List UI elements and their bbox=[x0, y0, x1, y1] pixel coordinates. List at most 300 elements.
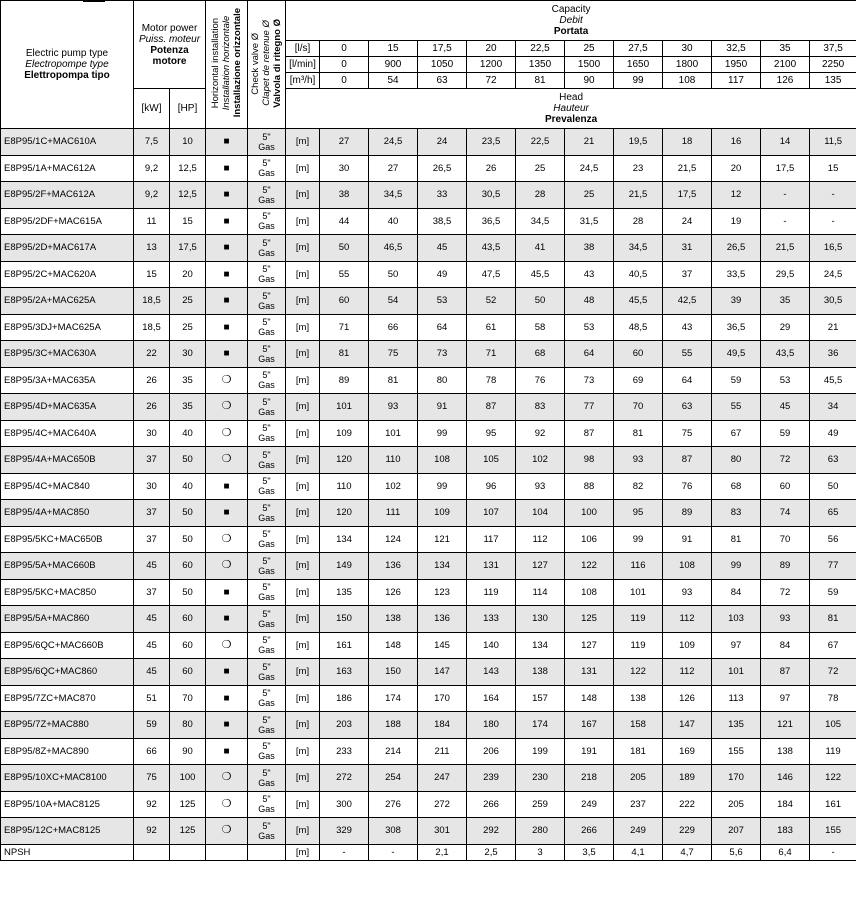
motor-hp-cell: 17,5 bbox=[170, 235, 206, 262]
head-value-cell: 123 bbox=[418, 579, 467, 606]
head-value-cell: 276 bbox=[369, 791, 418, 818]
head-value-cell: 127 bbox=[516, 553, 565, 580]
head-value-cell: 170 bbox=[712, 765, 761, 792]
head-value-cell: 72 bbox=[761, 447, 810, 474]
motor-power-line: Puiss. moteur bbox=[138, 33, 201, 45]
head-unit-cell: [m] bbox=[286, 420, 320, 447]
head-value-cell: 108 bbox=[663, 553, 712, 580]
flow-unit-m3h: [m³/h] bbox=[286, 73, 320, 89]
flow-lmin-value: 2250 bbox=[810, 57, 856, 73]
npsh-value-cell: 4,1 bbox=[614, 844, 663, 860]
npsh-value-cell: 2,1 bbox=[418, 844, 467, 860]
npsh-value-cell: 4,7 bbox=[663, 844, 712, 860]
check-valve-size: 5" bbox=[262, 184, 271, 195]
filled-square-icon: ■ bbox=[223, 268, 230, 280]
head-value-cell: 272 bbox=[320, 765, 369, 792]
check-valve-thread: Gas bbox=[258, 406, 275, 417]
head-value-cell: 61 bbox=[467, 314, 516, 341]
filled-square-icon: ■ bbox=[223, 295, 230, 307]
table-row bbox=[1, 526, 856, 553]
open-circle-icon: ❍ bbox=[221, 453, 232, 466]
head-value-cell: 150 bbox=[320, 606, 369, 633]
head-value-cell: 33 bbox=[418, 182, 467, 209]
head-value-cell: 54 bbox=[369, 288, 418, 315]
npsh-value-cell: 5,6 bbox=[712, 844, 761, 860]
head-value-cell: 136 bbox=[369, 553, 418, 580]
head-value-cell: 91 bbox=[663, 526, 712, 553]
motor-hp-cell: 35 bbox=[170, 394, 206, 421]
head-value-cell: 48,5 bbox=[614, 314, 663, 341]
head-unit-cell: [m] bbox=[286, 791, 320, 818]
motor-kw-cell: 45 bbox=[134, 632, 170, 659]
motor-kw-cell: 45 bbox=[134, 553, 170, 580]
check-valve-size: 5" bbox=[262, 741, 271, 752]
head-value-cell: 52 bbox=[467, 288, 516, 315]
head-value-cell: 55 bbox=[663, 341, 712, 368]
head-value-cell: 189 bbox=[663, 765, 712, 792]
head-value-cell: 67 bbox=[712, 420, 761, 447]
head-value-cell: 76 bbox=[516, 367, 565, 394]
pump-type-cell: E8P95/2DF+MAC615A bbox=[1, 208, 134, 235]
head-value-cell: 45 bbox=[418, 235, 467, 262]
head-unit-cell: [m] bbox=[286, 155, 320, 182]
pump-type-cell: E8P95/4C+MAC840 bbox=[1, 473, 134, 500]
header-head bbox=[286, 89, 856, 129]
head-value-cell: 39 bbox=[712, 288, 761, 315]
check-valve-thread: Gas bbox=[258, 830, 275, 841]
head-value-cell: 93 bbox=[516, 473, 565, 500]
flow-ls-value: 35 bbox=[761, 41, 810, 57]
head-value-cell: 112 bbox=[516, 526, 565, 553]
flow-unit-ls: [l/s] bbox=[286, 41, 320, 57]
table-row bbox=[1, 791, 856, 818]
pump-type-cell: E8P95/12C+MAC8125 bbox=[1, 818, 134, 845]
motor-kw-cell: 26 bbox=[134, 367, 170, 394]
flow-ls-value: 0 bbox=[320, 41, 369, 57]
capacity-line: Debit bbox=[559, 15, 583, 26]
check-valve-thread: Gas bbox=[258, 539, 275, 550]
head-value-cell: 222 bbox=[663, 791, 712, 818]
head-unit-cell: [m] bbox=[286, 606, 320, 633]
header-horizontal-installation bbox=[206, 1, 248, 129]
flow-ls-value: 37,5 bbox=[810, 41, 856, 57]
check-valve-size: 5" bbox=[262, 529, 271, 540]
head-value-cell: 163 bbox=[320, 659, 369, 686]
flow-ls-value: 22,5 bbox=[516, 41, 565, 57]
table-row bbox=[1, 685, 856, 712]
head-value-cell: 157 bbox=[516, 685, 565, 712]
pump-type-cell: E8P95/1C+MAC610A bbox=[1, 129, 134, 156]
pump-type-cell: E8P95/10XC+MAC8100 bbox=[1, 765, 134, 792]
table-row bbox=[1, 553, 856, 580]
flow-lmin-value: 1350 bbox=[516, 57, 565, 73]
head-value-cell: 63 bbox=[810, 447, 856, 474]
head-unit-cell: [m] bbox=[286, 341, 320, 368]
head-value-cell: 164 bbox=[467, 685, 516, 712]
head-unit-cell: [m] bbox=[286, 738, 320, 765]
head-value-cell: 40,5 bbox=[614, 261, 663, 288]
head-value-cell: 30,5 bbox=[467, 182, 516, 209]
table-row bbox=[1, 261, 856, 288]
head-value-cell: 146 bbox=[761, 765, 810, 792]
horizontal-installation-line: Horizontal installation bbox=[210, 17, 222, 109]
head-unit-cell: [m] bbox=[286, 367, 320, 394]
head-value-cell: 99 bbox=[614, 526, 663, 553]
horizontal-installation-cell bbox=[206, 420, 248, 447]
table-row bbox=[1, 367, 856, 394]
head-value-cell: 150 bbox=[369, 659, 418, 686]
head-value-cell: 75 bbox=[663, 420, 712, 447]
head-value-cell: 47,5 bbox=[467, 261, 516, 288]
head-value-cell: 38 bbox=[320, 182, 369, 209]
check-valve-thread: Gas bbox=[258, 724, 275, 735]
head-value-cell: 203 bbox=[320, 712, 369, 739]
pump-type-cell: E8P95/2D+MAC617A bbox=[1, 235, 134, 262]
pump-type-cell: E8P95/4A+MAC850 bbox=[1, 500, 134, 527]
head-unit-cell: [m] bbox=[286, 447, 320, 474]
motor-power-line: Motor power bbox=[141, 22, 198, 34]
motor-hp-cell: 12,5 bbox=[170, 182, 206, 209]
check-valve-thread: Gas bbox=[258, 247, 275, 258]
check-valve-cell bbox=[248, 447, 286, 474]
check-valve-cell bbox=[248, 685, 286, 712]
head-value-cell: 45,5 bbox=[614, 288, 663, 315]
npsh-empty-cell bbox=[206, 844, 248, 860]
head-value-cell: 116 bbox=[614, 553, 663, 580]
head-value-cell: 23,5 bbox=[467, 129, 516, 156]
npsh-label: NPSH bbox=[1, 844, 134, 860]
check-valve-size: 5" bbox=[262, 237, 271, 248]
head-value-cell: 135 bbox=[712, 712, 761, 739]
pump-type-cell: E8P95/10A+MAC8125 bbox=[1, 791, 134, 818]
head-value-cell: 76 bbox=[663, 473, 712, 500]
horizontal-installation-label bbox=[210, 8, 243, 117]
head-value-cell: 44 bbox=[320, 208, 369, 235]
head-value-cell: 206 bbox=[467, 738, 516, 765]
flow-lmin-value: 1050 bbox=[418, 57, 467, 73]
check-valve-cell bbox=[248, 182, 286, 209]
head-value-cell: 147 bbox=[663, 712, 712, 739]
head-unit-cell: [m] bbox=[286, 659, 320, 686]
check-valve-size: 5" bbox=[262, 476, 271, 487]
head-value-cell: 104 bbox=[516, 500, 565, 527]
head-value-cell: 71 bbox=[467, 341, 516, 368]
check-valve-cell bbox=[248, 473, 286, 500]
header-unit-hp: [HP] bbox=[170, 89, 206, 129]
head-unit-cell: [m] bbox=[286, 526, 320, 553]
check-valve-thread: Gas bbox=[258, 645, 275, 656]
horizontal-installation-cell bbox=[206, 235, 248, 262]
head-value-cell: 230 bbox=[516, 765, 565, 792]
pump-type-cell: E8P95/2F+MAC612A bbox=[1, 182, 134, 209]
head-value-cell: 249 bbox=[565, 791, 614, 818]
motor-hp-cell: 40 bbox=[170, 420, 206, 447]
head-unit-cell: [m] bbox=[286, 208, 320, 235]
check-valve-cell bbox=[248, 579, 286, 606]
motor-hp-cell: 60 bbox=[170, 553, 206, 580]
head-value-cell: 329 bbox=[320, 818, 369, 845]
head-value-cell: 102 bbox=[516, 447, 565, 474]
head-value-cell: 34 bbox=[810, 394, 856, 421]
check-valve-size: 5" bbox=[262, 502, 271, 513]
head-value-cell: 66 bbox=[369, 314, 418, 341]
horizontal-installation-cell bbox=[206, 314, 248, 341]
open-circle-icon: ❍ bbox=[221, 373, 232, 386]
head-value-cell: 17,5 bbox=[761, 155, 810, 182]
check-valve-size: 5" bbox=[262, 794, 271, 805]
pump-type-cell: E8P95/3C+MAC630A bbox=[1, 341, 134, 368]
head-value-cell: 101 bbox=[614, 579, 663, 606]
check-valve-thread: Gas bbox=[258, 221, 275, 232]
table-row bbox=[1, 182, 856, 209]
flow-lmin-value: 1950 bbox=[712, 57, 761, 73]
head-value-cell: 167 bbox=[565, 712, 614, 739]
head-value-cell: 63 bbox=[663, 394, 712, 421]
npsh-empty-cell bbox=[170, 844, 206, 860]
head-value-cell: 88 bbox=[565, 473, 614, 500]
motor-power-line: Potenza motore bbox=[150, 44, 189, 67]
open-circle-icon: ❍ bbox=[221, 426, 232, 439]
head-value-cell: 21,5 bbox=[761, 235, 810, 262]
head-value-cell: 18 bbox=[663, 129, 712, 156]
pump-type-cell: E8P95/5A+MAC660B bbox=[1, 553, 134, 580]
head-value-cell: 131 bbox=[467, 553, 516, 580]
horizontal-installation-cell bbox=[206, 765, 248, 792]
motor-kw-cell: 45 bbox=[134, 606, 170, 633]
horizontal-installation-cell bbox=[206, 208, 248, 235]
flow-m3h-value: 72 bbox=[467, 73, 516, 89]
head-value-cell: 84 bbox=[761, 632, 810, 659]
head-value-cell: 40 bbox=[369, 208, 418, 235]
filled-square-icon: ■ bbox=[223, 586, 230, 598]
head-value-cell: 233 bbox=[320, 738, 369, 765]
pump-type-cell: E8P95/4A+MAC650B bbox=[1, 447, 134, 474]
head-value-cell: 93 bbox=[369, 394, 418, 421]
horizontal-installation-line: Installation horizontale bbox=[221, 15, 233, 111]
head-value-cell: 23 bbox=[614, 155, 663, 182]
head-value-cell: 11,5 bbox=[810, 129, 856, 156]
head-value-cell: 36 bbox=[810, 341, 856, 368]
motor-kw-cell: 59 bbox=[134, 712, 170, 739]
motor-hp-cell: 15 bbox=[170, 208, 206, 235]
head-unit-cell: [m] bbox=[286, 632, 320, 659]
head-value-cell: 28 bbox=[516, 182, 565, 209]
flow-m3h-value: 90 bbox=[565, 73, 614, 89]
head-value-cell: 266 bbox=[565, 818, 614, 845]
head-value-cell: 131 bbox=[565, 659, 614, 686]
head-value-cell: 24,5 bbox=[369, 129, 418, 156]
pump-type-cell: E8P95/4D+MAC635A bbox=[1, 394, 134, 421]
head-line: Head bbox=[559, 92, 584, 103]
motor-kw-cell: 92 bbox=[134, 791, 170, 818]
flow-ls-value: 25 bbox=[565, 41, 614, 57]
head-value-cell: 136 bbox=[418, 606, 467, 633]
pump-type-line: Electropompe type bbox=[25, 59, 109, 70]
flow-lmin-value: 1800 bbox=[663, 57, 712, 73]
head-value-cell: 75 bbox=[369, 341, 418, 368]
head-value-cell: 70 bbox=[761, 526, 810, 553]
flow-ls-value: 20 bbox=[467, 41, 516, 57]
head-value-cell: 184 bbox=[418, 712, 467, 739]
motor-hp-cell: 90 bbox=[170, 738, 206, 765]
head-value-cell: 36,5 bbox=[712, 314, 761, 341]
npsh-row bbox=[1, 844, 856, 860]
check-valve-thread: Gas bbox=[258, 380, 275, 391]
head-value-cell: 95 bbox=[614, 500, 663, 527]
head-value-cell: 169 bbox=[663, 738, 712, 765]
head-value-cell: 87 bbox=[467, 394, 516, 421]
head-value-cell: 92 bbox=[516, 420, 565, 447]
head-value-cell: 80 bbox=[712, 447, 761, 474]
check-valve-thread: Gas bbox=[258, 804, 275, 815]
check-valve-thread: Gas bbox=[258, 618, 275, 629]
pump-type-cell: E8P95/1A+MAC612A bbox=[1, 155, 134, 182]
check-valve-cell bbox=[248, 208, 286, 235]
check-valve-thread: Gas bbox=[258, 671, 275, 682]
head-value-cell: 130 bbox=[516, 606, 565, 633]
head-value-cell: 34,5 bbox=[516, 208, 565, 235]
head-value-cell: 26 bbox=[467, 155, 516, 182]
flow-lmin-value: 900 bbox=[369, 57, 418, 73]
head-value-cell: 229 bbox=[663, 818, 712, 845]
head-value-cell: 91 bbox=[418, 394, 467, 421]
check-valve-size: 5" bbox=[262, 582, 271, 593]
motor-hp-cell: 50 bbox=[170, 447, 206, 474]
table-row bbox=[1, 394, 856, 421]
head-value-cell: 119 bbox=[614, 632, 663, 659]
header-check-valve bbox=[248, 1, 286, 129]
pump-type-cell: E8P95/2A+MAC625A bbox=[1, 288, 134, 315]
check-valve-cell bbox=[248, 553, 286, 580]
head-value-cell: 65 bbox=[810, 500, 856, 527]
npsh-value-cell: 6,4 bbox=[761, 844, 810, 860]
head-value-cell: 50 bbox=[320, 235, 369, 262]
head-value-cell: 84 bbox=[712, 579, 761, 606]
check-valve-thread: Gas bbox=[258, 274, 275, 285]
check-valve-size: 5" bbox=[262, 423, 271, 434]
head-value-cell: - bbox=[761, 208, 810, 235]
motor-hp-cell: 30 bbox=[170, 341, 206, 368]
head-value-cell: 16,5 bbox=[810, 235, 856, 262]
table-row bbox=[1, 818, 856, 845]
table-row bbox=[1, 155, 856, 182]
npsh-value-cell: - bbox=[320, 844, 369, 860]
header-pump-type bbox=[1, 1, 134, 129]
capacity-line: Portata bbox=[553, 26, 589, 37]
head-value-cell: 59 bbox=[712, 367, 761, 394]
head-value-cell: 266 bbox=[467, 791, 516, 818]
check-valve-cell bbox=[248, 712, 286, 739]
head-value-cell: 72 bbox=[810, 659, 856, 686]
head-value-cell: 16 bbox=[712, 129, 761, 156]
head-value-cell: 101 bbox=[320, 394, 369, 421]
head-value-cell: 249 bbox=[614, 818, 663, 845]
motor-kw-cell: 18,5 bbox=[134, 288, 170, 315]
head-unit-cell: [m] bbox=[286, 579, 320, 606]
table-row bbox=[1, 606, 856, 633]
head-value-cell: 87 bbox=[663, 447, 712, 474]
head-line: Hauteur bbox=[553, 103, 589, 114]
head-value-cell: 59 bbox=[810, 579, 856, 606]
head-value-cell: 53 bbox=[565, 314, 614, 341]
open-circle-icon: ❍ bbox=[221, 824, 232, 837]
filled-square-icon: ■ bbox=[223, 348, 230, 360]
table-row bbox=[1, 738, 856, 765]
filled-square-icon: ■ bbox=[223, 692, 230, 704]
head-value-cell: 55 bbox=[712, 394, 761, 421]
table-row bbox=[1, 420, 856, 447]
pump-type-cell: E8P95/5KC+MAC650B bbox=[1, 526, 134, 553]
check-valve-cell bbox=[248, 155, 286, 182]
head-value-cell: 38 bbox=[565, 235, 614, 262]
head-value-cell: 64 bbox=[565, 341, 614, 368]
head-value-cell: 59 bbox=[761, 420, 810, 447]
head-value-cell: 121 bbox=[761, 712, 810, 739]
head-value-cell: 78 bbox=[810, 685, 856, 712]
head-value-cell: 73 bbox=[565, 367, 614, 394]
head-value-cell: 161 bbox=[320, 632, 369, 659]
head-value-cell: 27 bbox=[369, 155, 418, 182]
check-valve-thread: Gas bbox=[258, 459, 275, 470]
head-value-cell: 300 bbox=[320, 791, 369, 818]
head-value-cell: 174 bbox=[516, 712, 565, 739]
check-valve-size: 5" bbox=[262, 131, 271, 142]
check-valve-cell bbox=[248, 606, 286, 633]
head-value-cell: 35 bbox=[761, 288, 810, 315]
check-valve-cell bbox=[248, 235, 286, 262]
head-value-cell: 27 bbox=[320, 129, 369, 156]
head-value-cell: 102 bbox=[369, 473, 418, 500]
npsh-unit: [m] bbox=[286, 844, 320, 860]
head-value-cell: 24 bbox=[663, 208, 712, 235]
check-valve-size: 5" bbox=[262, 767, 271, 778]
pump-type-cell: E8P95/2C+MAC620A bbox=[1, 261, 134, 288]
head-value-cell: 122 bbox=[565, 553, 614, 580]
motor-hp-cell: 25 bbox=[170, 314, 206, 341]
motor-hp-cell: 125 bbox=[170, 791, 206, 818]
head-value-cell: 71 bbox=[320, 314, 369, 341]
flow-m3h-value: 54 bbox=[369, 73, 418, 89]
head-value-cell: 64 bbox=[663, 367, 712, 394]
head-value-cell: 138 bbox=[761, 738, 810, 765]
head-value-cell: 41 bbox=[516, 235, 565, 262]
motor-hp-cell: 50 bbox=[170, 579, 206, 606]
check-valve-size: 5" bbox=[262, 820, 271, 831]
horizontal-installation-cell bbox=[206, 685, 248, 712]
head-unit-cell: [m] bbox=[286, 553, 320, 580]
head-value-cell: 106 bbox=[565, 526, 614, 553]
table-row bbox=[1, 235, 856, 262]
head-value-cell: 74 bbox=[761, 500, 810, 527]
head-value-cell: 93 bbox=[614, 447, 663, 474]
head-value-cell: 186 bbox=[320, 685, 369, 712]
check-valve-size: 5" bbox=[262, 396, 271, 407]
motor-kw-cell: 37 bbox=[134, 447, 170, 474]
check-valve-size: 5" bbox=[262, 158, 271, 169]
head-value-cell: 68 bbox=[712, 473, 761, 500]
filled-square-icon: ■ bbox=[223, 189, 230, 201]
head-value-cell: 87 bbox=[761, 659, 810, 686]
check-valve-cell bbox=[248, 394, 286, 421]
motor-hp-cell: 125 bbox=[170, 818, 206, 845]
head-value-cell: 93 bbox=[761, 606, 810, 633]
flow-unit-lmin: [l/min] bbox=[286, 57, 320, 73]
table-row bbox=[1, 632, 856, 659]
check-valve-size: 5" bbox=[262, 264, 271, 275]
head-value-cell: 99 bbox=[712, 553, 761, 580]
head-value-cell: 49,5 bbox=[712, 341, 761, 368]
check-valve-size: 5" bbox=[262, 343, 271, 354]
